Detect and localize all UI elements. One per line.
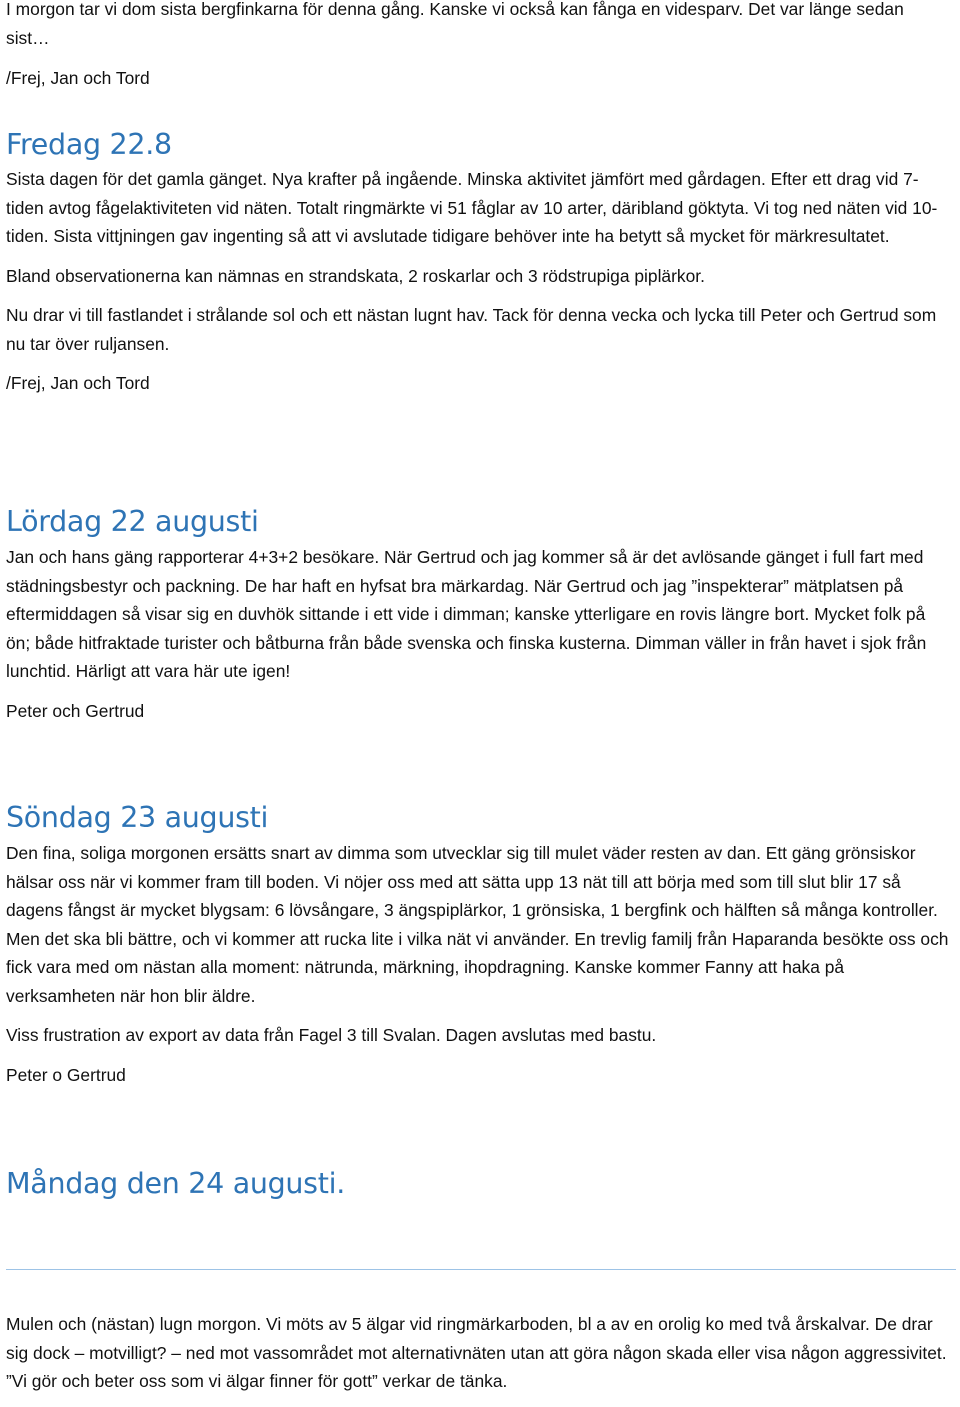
heading-lordag: Lördag 22 augusti (6, 505, 259, 538)
mandag-paragraph-1: Mulen och (nästan) lugn morgon. Vi möts av 5 älgar vid ringmärkarboden, bl a av en orolig ko med två årskalvar. De drar sig dock – motvilligt? – ned mot vassområdet mot alternativnäten utan att göra någon skada eller visa någon aggressivitet. ”Vi gör och beter oss som vi älgar finner för gott” verkar de tänka. (6, 1314, 947, 1391)
fredag-paragraph-1: Sista dagen för det gamla gänget. Nya krafter på ingående. Minska aktivitet jämfört med gårdagen. Efter ett drag vid 7-tiden avtog fågelaktiviteten vid näten. Totalt ringmärkte vi 51 fåglar av 10 arter, däribland göktyta. Vi tog ned näten vid 10-tiden. Sista vittjningen gav ingenting så att vi avslutade tidigare behöver inte ha betytt så mycket för märkresultatet. (6, 169, 938, 246)
section-mandag (6, 1310, 950, 1407)
lordag-signature: Peter och Gertrud (6, 700, 145, 721)
fredag-paragraph-3: Nu drar vi till fastlandet i strålande sol och ett nästan lugnt hav. Tack för denna vecka och lycka till Peter och Gertrud som nu tar över ruljansen. (6, 305, 937, 354)
intro-paragraph: I morgon tar vi dom sista bergfinkarna för denna gång. Kanske vi också kan fånga en videsparv. Det var länge sedan sist… (6, 0, 904, 48)
fredag-paragraph-2: Bland observationerna kan nämnas en strandskata, 2 roskarlar och 3 rödstrupiga piplärkor. (6, 265, 705, 286)
intro-signature: /Frej, Jan och Tord (6, 68, 150, 88)
sondag-paragraph-1: Den fina, soliga morgonen ersätts snart av dimma som utvecklar sig till mulet väder resten av dan. Ett gäng grönsiskor hälsar oss när vi kommer fram till boden. Vi nöjer oss med att sätta upp 13 nät till att börja med som till slut blir 17 så dagens fångst är mycket blygsam: 6 lövsångare, 3 ängspiplärkor, 1 grönsiska, 1 bergfink och hälften så många kontroller. Men det ska bli bättre, och vi kommer att rucka lite i vilka nät vi använder. En trevlig familj från Haparanda besökte oss och fick vara med om nästan alla moment: nätrunda, märkning, ihopdragning. Kanske kommer Fanny att haka på verksamheten när hon blir äldre. (6, 843, 949, 1006)
section-fredag (6, 165, 950, 409)
section-lordag (6, 543, 950, 736)
heading-underline (6, 1269, 956, 1270)
section-sondag (6, 839, 950, 1100)
heading-sondag: Söndag 23 augusti (6, 801, 269, 834)
heading-fredag: Fredag 22.8 (6, 128, 172, 161)
heading-mandag: Måndag den 24 augusti. (6, 1167, 345, 1200)
fredag-signature: /Frej, Jan och Tord (6, 373, 150, 393)
sondag-paragraph-2: Viss frustration av export av data från Fagel 3 till Svalan. Dagen avslutas med bastu. (6, 1025, 657, 1045)
sondag-signature: Peter o Gertrud (6, 1064, 126, 1085)
lordag-paragraph-1: Jan och hans gäng rapporterar 4+3+2 besökare. När Gertrud och jag kommer så är det avlösande gänget i full fart med städningsbestyr och packning. De har haft en hyfsat bra märkardag. När Gertrud och jag ”inspekterar” mätplatsen på eftermiddagen så visar sig en duvhök sittande i ett vide i dimman; kanske ytterligare en rovis längre bort. Mycket folk på ön; både hitfraktade turister och båtburna från både svenska och finska kusterna. Dimman väller in från havet i sjok från lunchtid. Härligt att vara här ute igen! (6, 547, 927, 681)
